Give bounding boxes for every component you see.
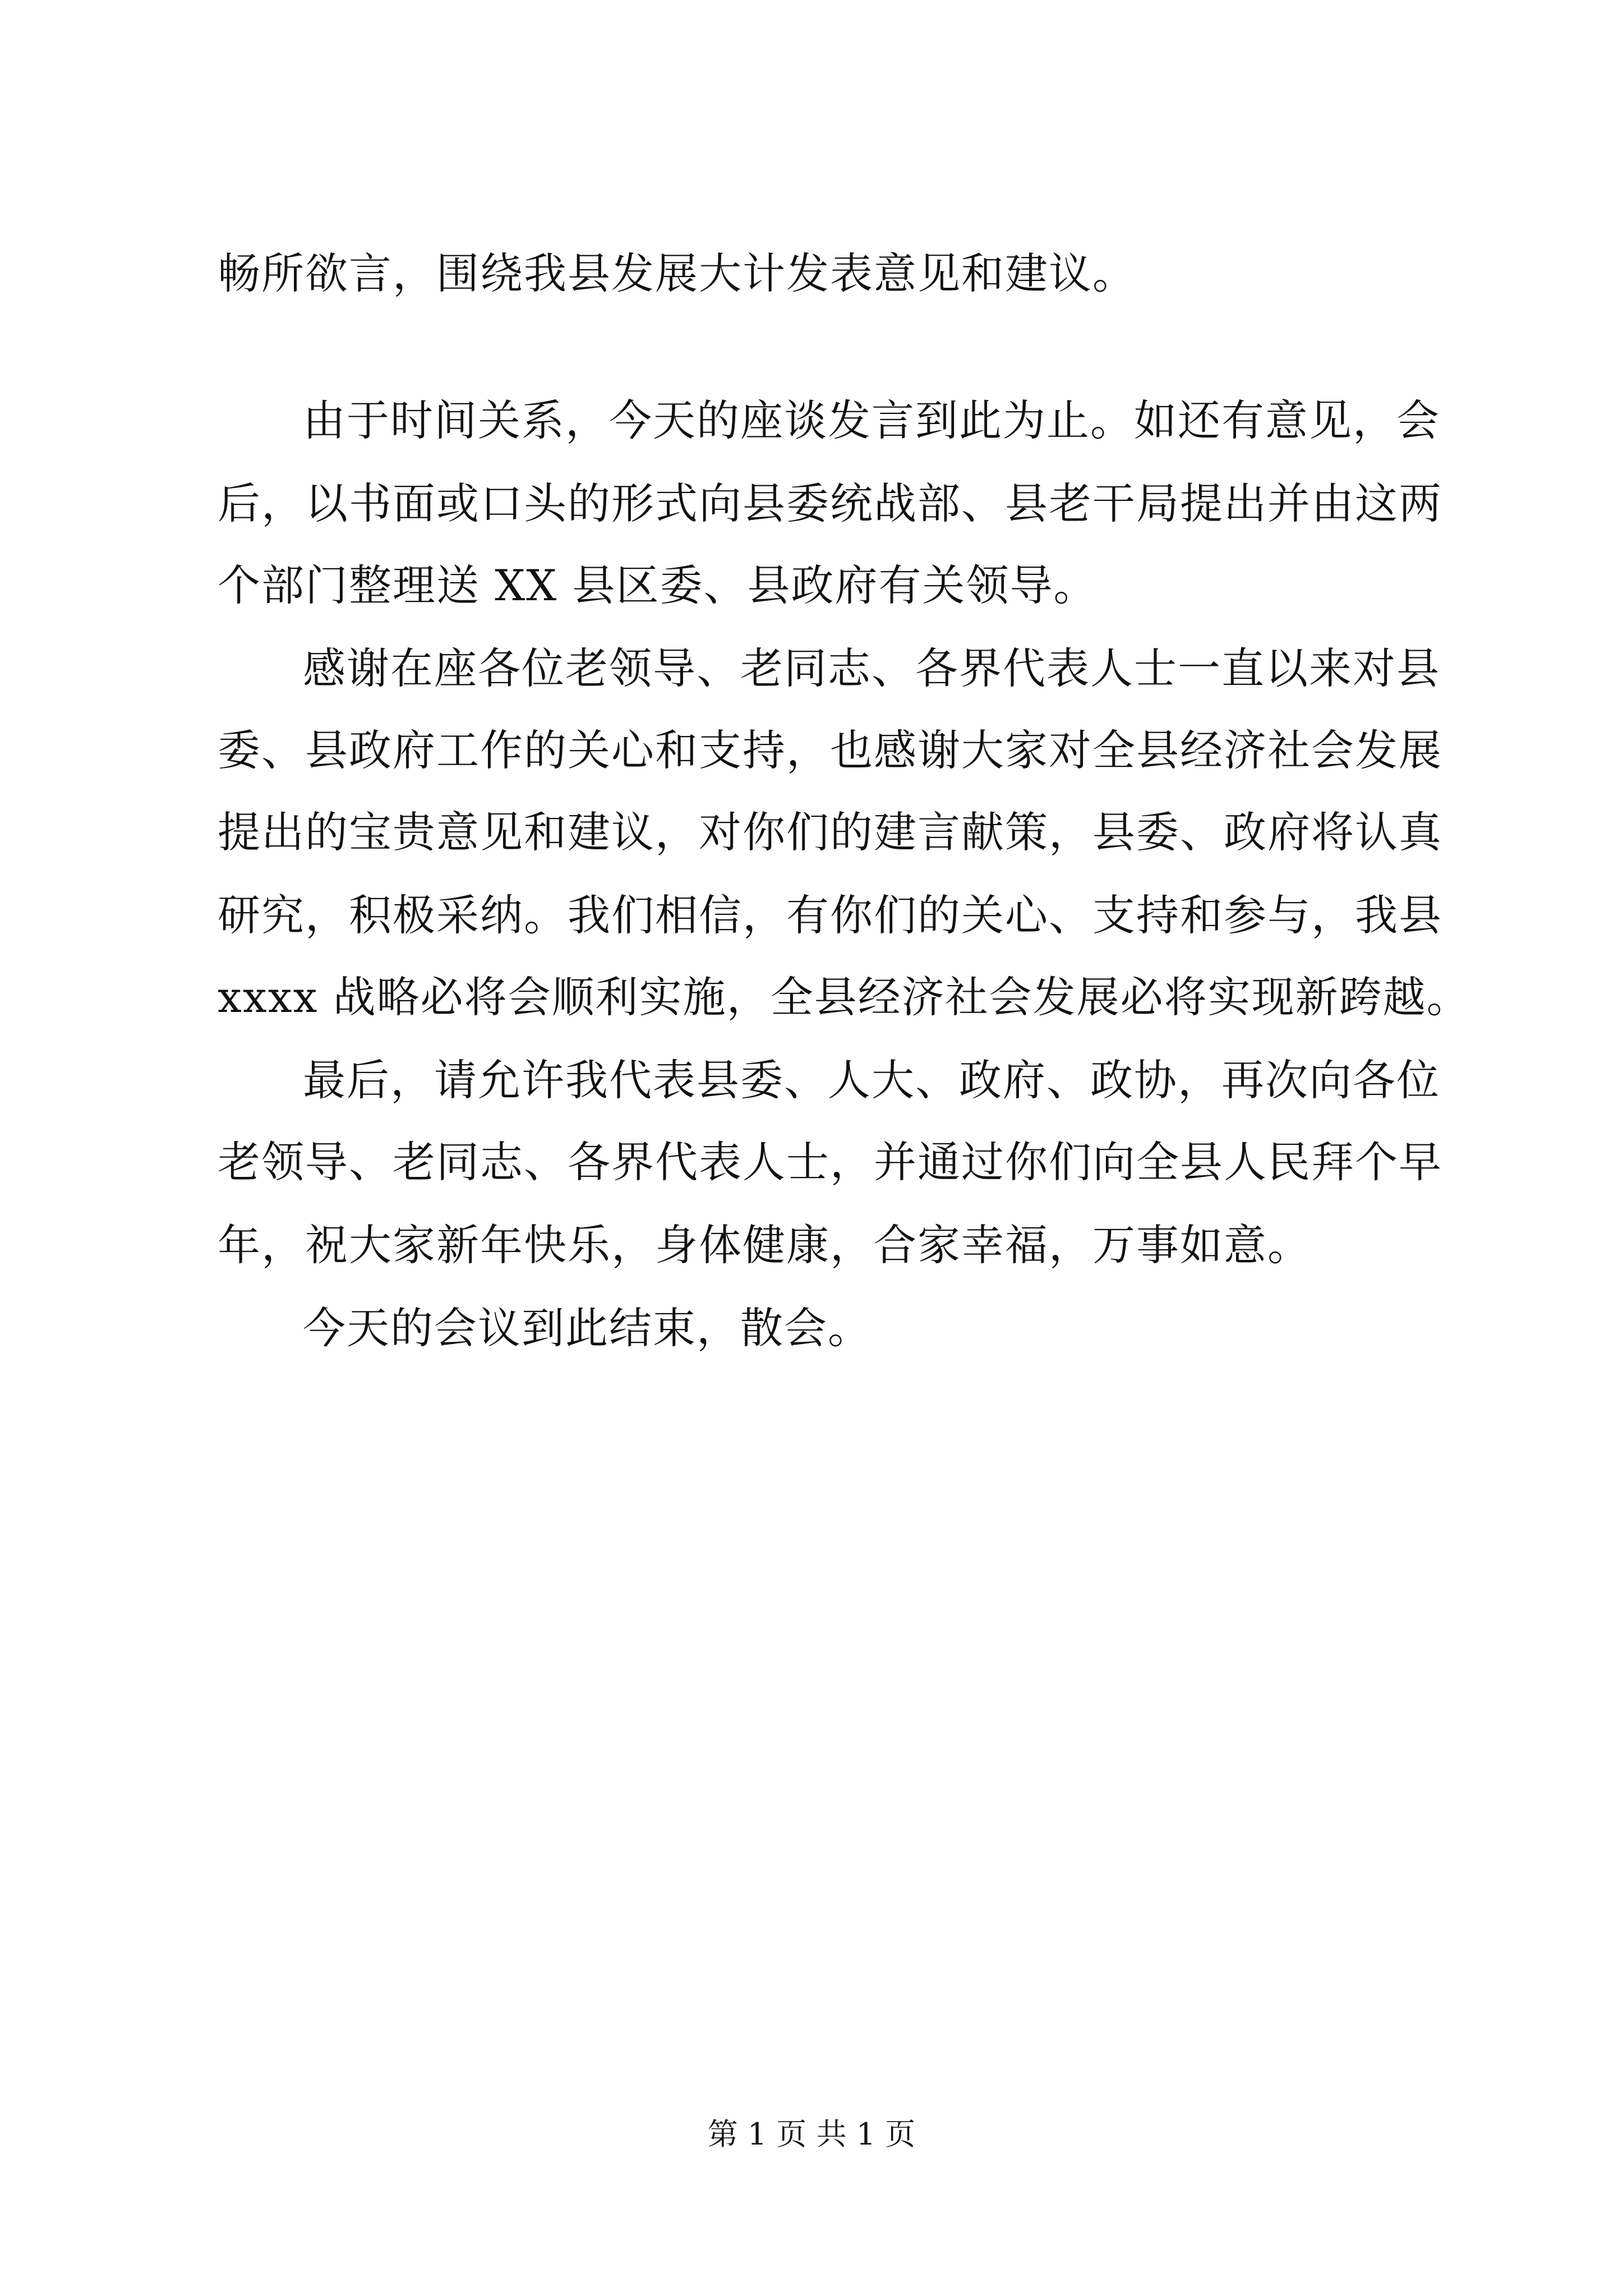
text-line: 最后，请允许我代表县委、人大、政府、政协，再次向各位	[303, 1055, 1440, 1105]
text-line: 后，以书面或口头的形式向县委统战部、县老干局提出并由这两	[218, 478, 1442, 528]
text-line: 研究，积极采纳。我们相信，有你们的关心、支持和参与，我县	[218, 890, 1442, 940]
text-line: 提出的宝贵意见和建议，对你们的建言献策，县委、政府将认真	[218, 807, 1442, 857]
text-line: 今天的会议到此结束，散会。	[303, 1303, 872, 1353]
text-line: 委、县政府工作的关心和支持，也感谢大家对全县经济社会发展	[218, 725, 1442, 775]
text-line: 畅所欲言，围绕我县发展大计发表意见和建议。	[218, 249, 1136, 298]
text-line: 老领导、老同志、各界代表人士，并通过你们向全县人民拜个早	[218, 1137, 1442, 1187]
page-footer: 第 1 页 共 1 页	[707, 2116, 916, 2152]
text-line: 个部门整理送 XX 县区委、县政府有关领导。	[218, 560, 1098, 610]
text-line: xxxx 战略必将会顺利实施，全县经济社会发展必将实现新跨越。	[218, 972, 1470, 1022]
text-line: 感谢在座各位老领导、老同志、各界代表人士一直以来对县	[303, 643, 1440, 693]
text-line: 由于时间关系，今天的座谈发言到此为止。如还有意见，会	[303, 395, 1440, 445]
text-line: 年，祝大家新年快乐，身体健康，合家幸福，万事如意。	[218, 1220, 1311, 1270]
